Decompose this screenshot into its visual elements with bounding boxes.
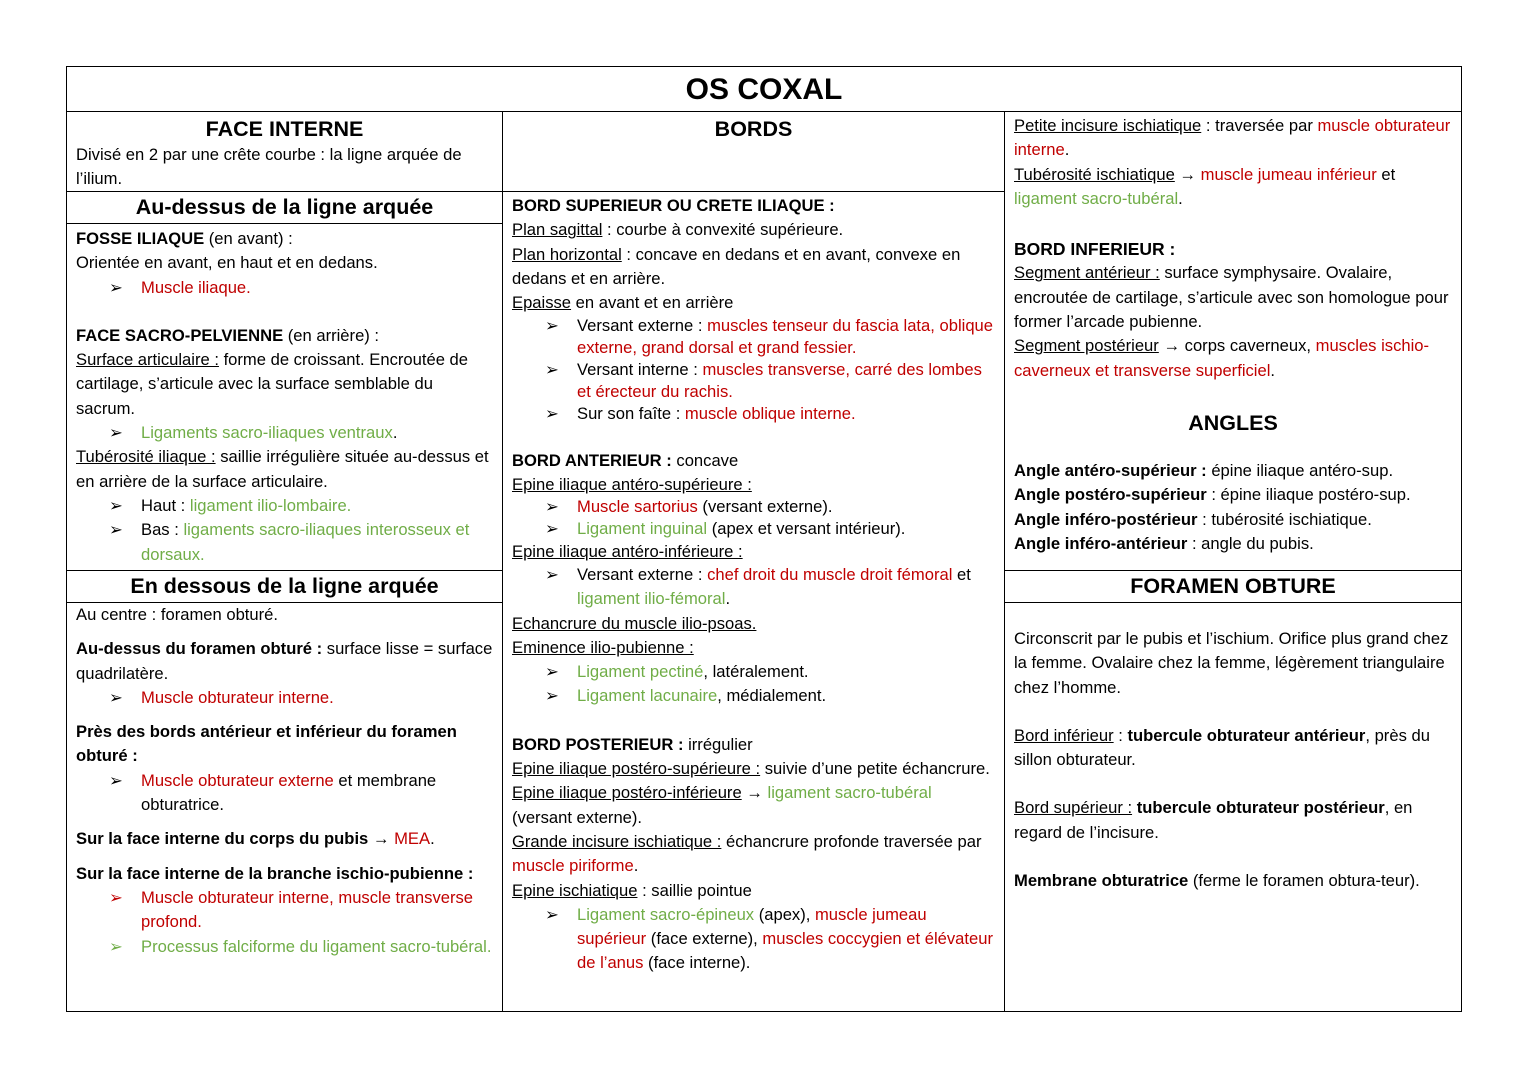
spacer [1014,772,1452,796]
eiai-red: chef droit du muscle droit fémoral [707,564,953,584]
surface-bullet-end: . [392,423,398,443]
eips-text: suivie d’une petite échancrure. [760,759,990,779]
bords-column [503,111,1005,1011]
face-sacro-suffix: (en arrière) : [283,325,380,345]
eipi [512,781,995,830]
haut-bullet [76,494,493,518]
angle-row [1014,483,1452,507]
coccygien: muscles coccygien et élévateur de l’anus [577,929,993,973]
eias-bullet-2 [512,518,995,540]
spacer [1014,700,1452,724]
spacer [1014,437,1452,459]
versant-externe-value: muscles tenseur du fascia lata, oblique externe, grand dorsal et grand fessier. [577,316,994,358]
bas-value: ligaments sacro-iliaques interosseux et dorsaux. [141,520,470,564]
bas-bullet [76,518,493,567]
petite-incisure [1014,114,1452,163]
foramen-content [1005,627,1461,893]
angle-text: : angle du pubis. [1187,533,1314,553]
fosse-iliaque-title: FOSSE ILIAQUE [76,229,205,248]
bords-content [503,194,1004,976]
faite-label: Sur son faîte : [577,404,685,424]
face-interne-header [67,111,502,191]
bord-ant-suffix: concave [671,451,739,471]
ei-t1: (apex), [754,904,815,924]
divider [1005,570,1461,571]
tis-green: ligament sacro-tubéral [1014,188,1179,208]
above-foramen [76,637,493,686]
echancrure: Echancrure du muscle ilio-psoas. [512,613,757,633]
page-title: OS COXAL [67,67,1461,112]
eiai-end: . [725,589,731,609]
tuberosite-ischiatique [1014,163,1452,212]
spacer [512,709,995,733]
surface-bullet [76,421,493,445]
anatomy-table [66,66,1462,1012]
eias-label: Epine iliaque antéro-supérieure : [512,474,752,494]
branche-bullet-1: ➢ Muscle obturateur interne, muscle transverse profond. [76,886,493,935]
spacer [76,300,493,324]
eminence-bullet-2 [512,684,995,708]
angle-label: Angle inféro-antérieur [1014,533,1188,553]
angles-heading: ANGLES [1188,410,1278,435]
angle-label: Angle antéro-supérieur : [1014,460,1207,480]
spacer [76,627,493,637]
bord-post-suffix: irrégulier [683,734,753,754]
pubis-label: Sur la face interne du corps du pubis → [76,829,390,849]
sp-red: muscles ischio-caverneux et transverse superficiel [1014,336,1430,380]
plan-sagittal [512,218,995,242]
spacer [76,852,493,862]
above-arcuate-content [67,227,502,567]
surface-bullet-text: Ligaments sacro-iliaques ventraux [141,423,393,443]
ei-label: Epine ischiatique [512,880,638,900]
bord-inferieur [1014,724,1452,773]
spacer [1014,383,1452,409]
sa-label: Segment antérieur : [1014,263,1160,283]
faite-value: muscle oblique interne. [684,404,856,424]
tis-label: Tubérosité ischiatique [1014,164,1175,184]
eipi-arrow: → [741,783,768,803]
faite-bullet [512,403,995,425]
face-sacro-title: FACE SACRO-PELVIENNE [76,325,284,345]
sartorius: Muscle sartorius [577,497,698,517]
ei-text: : saillie pointue [637,880,752,900]
surface-articulaire [76,348,493,421]
divider [67,223,502,224]
plan-horizontal [512,243,995,292]
face-interne-heading: FACE INTERNE [205,117,364,141]
gis-red: muscle piriforme [512,856,634,876]
sa-text: surface symphysaire. Ovalaire, encroutée de cartilage, s’articule avec son homologue pour former l’arcade pubienne. [1014,263,1449,332]
face-sacro-pelvienne-line [76,324,493,348]
eipi-text: (versant externe). [512,807,643,827]
bords-header [503,111,1004,191]
below-arcuate-header [67,572,502,602]
epaisse [512,291,995,315]
gis-end: . [633,856,639,876]
eiai-bullet [512,563,995,612]
plan-horizontal-label: Plan horizontal [512,244,622,264]
eips-label: Epine iliaque postéro-supérieure : [512,759,761,779]
pubis-value: MEA [389,829,431,849]
pis-red: muscle obturateur interne [1014,116,1451,160]
epaisse-text: en avant et en arrière [571,293,734,313]
spacer [1014,845,1452,869]
right-column [1005,111,1461,1011]
versant-externe-label: Versant externe : [577,316,708,336]
tis-red: muscle jumeau inférieur [1200,164,1377,184]
bi-bold: tubercule obturateur antérieur [1127,725,1366,745]
above-foramen-text: surface lisse = surface quadrilatère. [76,639,493,683]
tuberosite-iliaque [76,445,493,494]
bs-text: , en regard de l’incisure. [1014,798,1413,842]
foramen-header [1005,572,1461,602]
epaisse-label: Epaisse [512,293,572,313]
membrane [1014,869,1452,893]
inguinal-text: (apex et versant intérieur). [707,519,906,539]
angle-row [1014,508,1452,532]
plan-sagittal-text: : courbe à convexité supérieure. [602,220,844,240]
angle-row [1014,459,1452,483]
tuberosite-text: saillie irrégulière située au-dessus et en arrière de la surface articulaire. [76,447,489,491]
bs-label: Bord supérieur : [1014,798,1133,818]
eiai-green: ligament ilio-fémoral [577,589,726,609]
eipi-green: ligament sacro-tubéral [767,783,932,803]
spacer [76,710,493,720]
bord-inf-title: BORD INFERIEUR : [1014,239,1176,260]
bas-label: Bas : [141,520,184,540]
below-arcuate-heading: En dessous de la ligne arquée [130,574,439,598]
near-borders-bullet [76,769,493,818]
bord-ant-line [512,449,995,473]
near-bullet-text: et membrane obturatrice. [141,770,437,815]
sartorius-text: (versant externe). [697,497,833,517]
branche-label: Sur la face interne de la branche ischio-pubienne : [76,863,474,883]
above-arcuate-heading: Au-dessus de la ligne arquée [135,195,434,219]
bi-text: , près du sillon obturateur. [1014,725,1430,770]
fosse-iliaque-line [76,227,493,251]
pectine: Ligament pectiné [577,662,704,682]
lacunaire-text: , médialement. [717,686,827,706]
tis-text: et [1376,164,1396,184]
pis-label: Petite incisure ischiatique [1014,116,1202,135]
above-foramen-label: Au-dessus du foramen obturé : [76,639,323,659]
eminence-bullet-1 [512,660,995,684]
foramen-heading: FORAMEN OBTURE [1130,574,1336,598]
ei-t3: (face interne). [643,953,751,973]
right-top-content [1005,114,1461,556]
pectine-text: , latéralement. [703,662,809,682]
bord-superieur [1014,796,1452,845]
surface-articulaire-label: Surface articulaire : [76,350,219,370]
bi-label: Bord inférieur [1014,725,1114,745]
divider [67,191,502,192]
jumeau-sup: muscle jumeau supérieur [577,904,927,949]
eips [512,757,995,781]
sacro-epineux: Ligament sacro-épineux [577,904,755,924]
eias-bullet-1 [512,496,995,518]
bord-post-line [512,733,995,757]
fosse-iliaque-text: Orientée en avant, en haut et en dedans. [76,253,378,273]
spacer [512,425,995,449]
eiai-mid: et [952,564,971,584]
bord-ant-title: BORD ANTERIEUR : [512,451,672,471]
tis-end: . [1178,188,1183,208]
branche-bullet-2: ➢ Processus falciforme du ligament sacro-tubéral. [76,935,493,959]
ei-t2: (face externe), [646,929,763,949]
angle-label: Angle inféro-postérieur [1014,509,1198,529]
plan-sagittal-label: Plan sagittal [512,220,603,240]
bord-sup-title: BORD SUPERIEUR OU CRETE ILIAQUE : [512,196,835,215]
above-foramen-bullet: ➢ Muscle obturateur interne. [76,686,493,710]
mem-text: (ferme le foramen obtura-teur). [1188,871,1420,891]
pis-text: : traversée par [1201,116,1318,135]
tuberosite-label: Tubérosité iliaque : [76,447,216,467]
bord-post-title: BORD POSTERIEUR : [512,734,684,754]
above-arcuate-header [67,193,502,223]
surface-articulaire-text: forme de croissant. Encroutée de cartilage, s’articule avec la surface semblable du sacrum. [76,350,468,418]
angle-row [1014,532,1452,556]
divider [67,570,502,571]
below-arcuate-content [67,603,502,959]
mem-bold: Membrane obturatrice [1014,871,1189,891]
segment-anterieur [1014,261,1452,334]
face-interne-intro: Divisé en 2 par une crête courbe : la ligne arquée de l’ilium. [76,145,462,189]
tis-arrow: → [1174,164,1201,184]
versant-interne-value: muscles transverse, carré des lombes et érecteur du rachis. [577,360,982,402]
divider [503,191,1004,192]
grande-incisure [512,830,995,879]
ei-bullet [512,903,995,976]
versant-externe-bullet [512,315,995,359]
versant-interne-bullet [512,359,995,403]
bord-ant-content [512,474,995,709]
face-interne-column [67,111,503,1011]
bs-bold: tubercule obturateur postérieur [1136,798,1385,818]
haut-label: Haut : [141,495,190,515]
epine-ischiatique [512,879,995,903]
eiai-bullet-label: Versant externe : [577,564,708,584]
eipi-label: Epine iliaque postéro-inférieure [512,783,742,803]
eiai-label: Epine iliaque antéro-inférieure : [512,541,743,561]
haut-value: ligament ilio-lombaire. [189,495,352,515]
sp-end: . [1270,360,1276,380]
eminence-label: Eminence ilio-pubienne : [512,637,694,657]
near-bullet-red: Muscle obturateur externe [141,770,334,790]
sp-label: Segment postérieur [1014,336,1159,356]
spacer [76,817,493,827]
bords-heading: BORDS [714,117,793,141]
centre-text: Au centre : foramen obturé. [76,605,279,624]
spacer [1014,211,1452,237]
divider [1005,602,1461,603]
pubis-end: . [430,829,435,849]
versant-interne-label: Versant interne : [577,360,703,380]
inguinal: Ligament inguinal [577,519,708,539]
angle-label: Angle postéro-supérieur [1014,485,1207,505]
fosse-bullet: ➢ Muscle iliaque. [76,276,493,300]
pubis-line [76,827,493,851]
gis-text: échancrure profonde traversée par [721,831,982,851]
foramen-intro: Circonscrit par le pubis et l’ischium. Orifice plus grand chez la femme. Ovalaire chez la femme, légèrement triangulaire chez l’homme. [1014,629,1449,697]
fosse-iliaque-suffix: (en avant) : [204,229,293,248]
segment-posterieur [1014,334,1452,383]
angle-text: : épine iliaque postéro-sup. [1206,485,1411,505]
pis-end: . [1064,140,1070,160]
bi-sep: : [1113,725,1128,745]
angle-text: : tubérosité ischiatique. [1197,509,1372,529]
lacunaire: Ligament lacunaire [577,686,718,706]
sp-text: → corps caverneux, [1158,336,1316,356]
gis-label: Grande incisure ischiatique : [512,831,722,851]
angle-text: épine iliaque antéro-sup. [1206,460,1394,480]
plan-horizontal-text: : concave en dedans et en avant, convexe en dedans et en arrière. [512,244,961,288]
near-borders-label: Près des bords antérieur et inférieur du foramen obturé : [76,722,457,766]
